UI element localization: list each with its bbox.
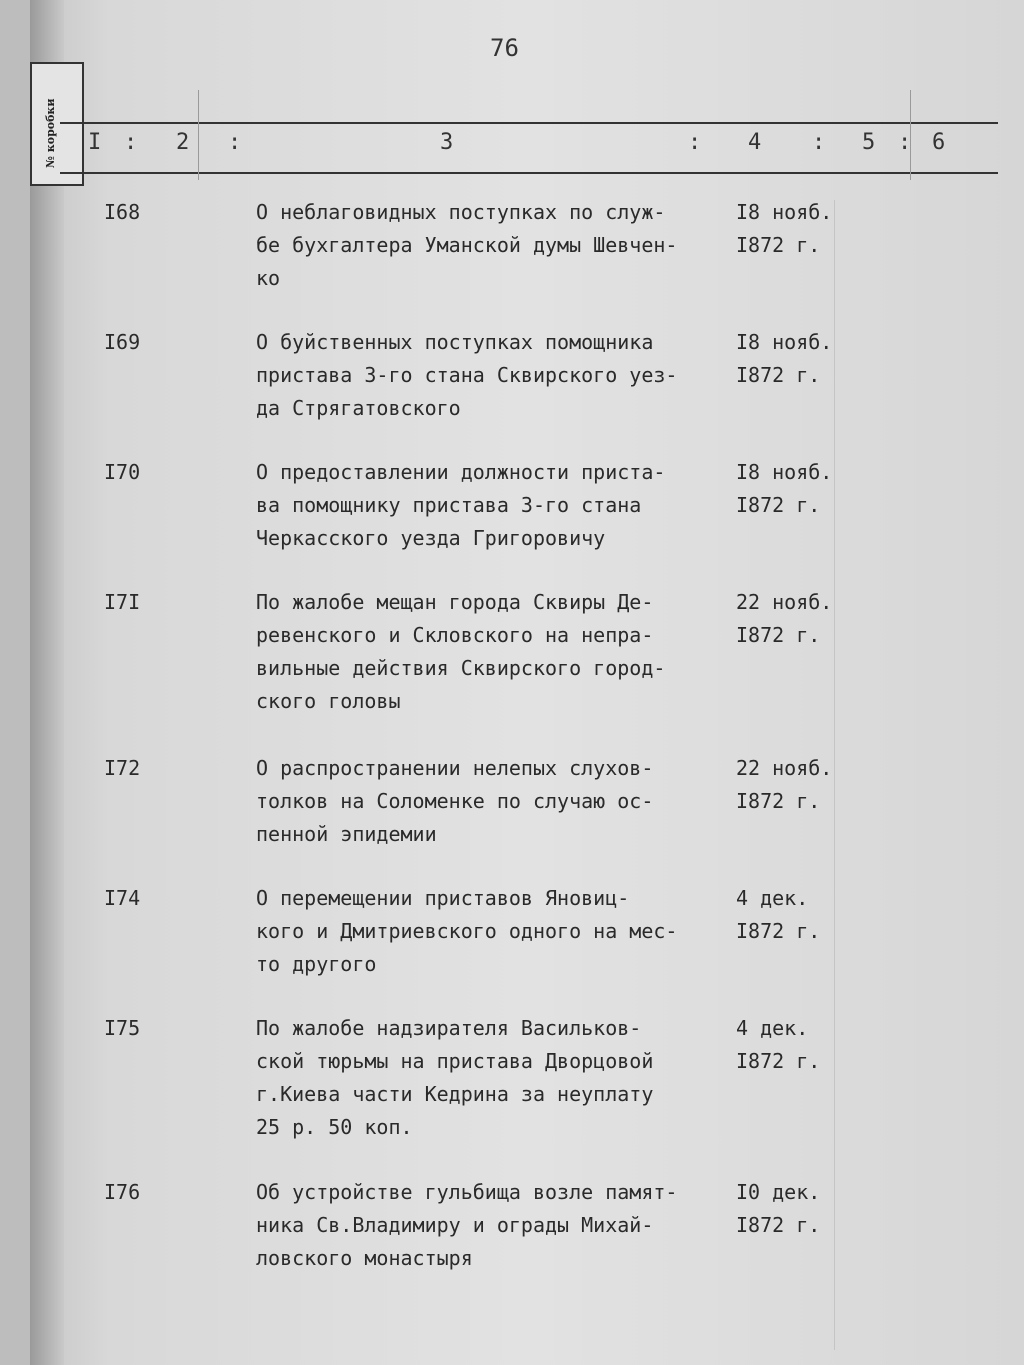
entry-date: 22 нояб. I872 г. [736,590,833,647]
entry-description: По жалобе мещан города Сквиры Де- ревенского и Скловского на непра- вильные действия Сквирского город- ского головы [256,590,666,713]
entry-number: I69 [104,330,141,354]
header-col-3: 3 [440,130,454,155]
entry-number: I70 [104,460,141,484]
header-col-2: 2 [176,130,190,155]
column-divider [834,200,835,1350]
entry-date: I8 нояб. I872 г. [736,200,833,257]
entry-number: I68 [104,200,141,224]
entry-description: О предоставлении должности приста- ва помощнику пристава 3-го стана Черкасского уезда Григоровичу [256,460,666,550]
entry-date: 4 дек. I872 г. [736,886,821,943]
entry-number: I75 [104,1016,141,1040]
header-separator: : [812,130,826,155]
entry-number: I76 [104,1180,141,1204]
entry-description: Об устройстве гульбища возле памят- ника Св.Владимиру и ограды Михай- ловского монастыря [256,1180,678,1270]
box-number-stamp [30,62,84,186]
entry-description: О распространении нелепых слухов- толков на Соломенке по случаю ос- пенной эпидемии [256,756,654,846]
entry-date: I8 нояб. I872 г. [736,460,833,517]
entry-number: I72 [104,756,141,780]
header-separator: : [898,130,912,155]
entry-date: I8 нояб. I872 г. [736,330,833,387]
header-col-5: 5 [862,130,876,155]
entry-description: О буйственных поступках помощника пристава 3-го стана Сквирского уез- да Стрягатовского [256,330,678,420]
header-separator: : [228,130,242,155]
archive-page [30,0,1024,1365]
entry-date: 22 нояб. I872 г. [736,756,833,813]
header-col-6: 6 [932,130,946,155]
stamp-label: № коробки [44,98,57,168]
entry-date: 4 дек. I872 г. [736,1016,821,1073]
header-col-4: 4 [748,130,762,155]
column-divider [198,90,199,180]
entry-description: По жалобе надзирателя Васильков- ской тюрьмы на пристава Дворцовой г.Киева части Кедрина за неуплату 25 р. 50 коп. [256,1016,654,1139]
header-separator: : [124,130,138,155]
entry-description: О перемещении приставов Яновиц- кого и Дмитриевского одного на мес- то другого [256,886,678,976]
page-number: 76 [490,34,519,62]
entry-description: О неблаговидных поступках по служ- бе бухгалтера Уманской думы Шевчен- ко [256,200,678,290]
entry-number: I7I [104,590,141,614]
header-bottom-rule [60,172,998,174]
book-spine [30,0,64,1365]
entry-number: I74 [104,886,141,910]
header-top-rule [60,122,998,124]
header-col-I: I [88,130,102,155]
entry-date: I0 дек. I872 г. [736,1180,821,1237]
header-separator: : [688,130,702,155]
